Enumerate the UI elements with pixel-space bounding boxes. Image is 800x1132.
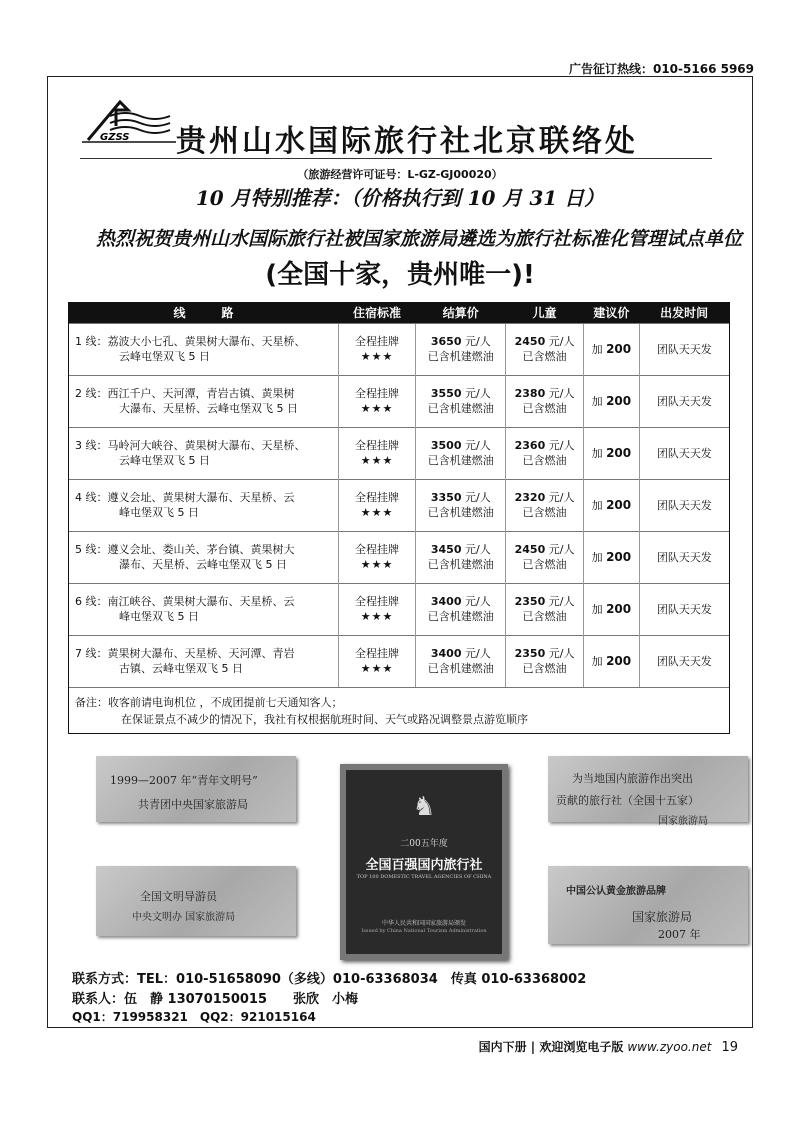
note-line-2: 在保证景点不减少的情况下，我社有权根据航班时间、天气或路况调整景点游览顺序 xyxy=(121,713,528,726)
ad-hotline: 广告征订热线：010-5166 5969 xyxy=(568,62,754,76)
lodging-cell xyxy=(338,479,416,531)
logo-text: GZSS xyxy=(100,132,130,143)
price-cell xyxy=(416,375,506,427)
lodging-cell xyxy=(338,635,416,687)
price-note: 已含机建燃油 xyxy=(427,610,494,623)
plaque-subtitle: TOP 100 DOMESTIC TRAVEL AGENCIES OF CHINA xyxy=(356,874,492,880)
price-cell xyxy=(416,479,506,531)
contact-people: 联系人：伍 静 13070150015 张欣 小梅 xyxy=(72,992,359,1007)
suggested-cell xyxy=(583,583,639,635)
child-note: 已含燃油 xyxy=(522,558,567,571)
price-cell xyxy=(416,531,506,583)
add-amount: 200 xyxy=(606,653,632,668)
add-amount: 200 xyxy=(606,341,632,356)
header-price: 结算价 xyxy=(416,303,506,323)
lodging-text: 全程挂牌 xyxy=(355,439,400,452)
departure-cell: 团队天天发 xyxy=(639,635,729,687)
price-note: 已含机建燃油 xyxy=(427,506,494,519)
award-plaque-contribution xyxy=(548,756,748,827)
table-note xyxy=(69,687,729,733)
route-line-2: 瀑布、天星桥、云峰屯堡双飞 5 日 xyxy=(119,558,287,571)
price-note: 已含机建燃油 xyxy=(427,402,494,415)
agency-title: 贵州山水国际旅行社北京联络处 xyxy=(176,124,638,159)
add-amount: 200 xyxy=(606,393,632,408)
congrats-line: 热烈祝贺贵州山水国际旅行社被国家旅游局遴选为旅行社标准化管理试点单位 xyxy=(96,228,743,250)
departure-cell: 团队天天发 xyxy=(639,531,729,583)
header-route: 线 路 xyxy=(69,303,338,323)
price-note: 已含机建燃油 xyxy=(427,662,494,676)
plaque-text: 中国公认黄金旅游品牌 xyxy=(566,886,666,897)
route-line-2: 云峰屯堡双飞 5 日 xyxy=(119,350,210,363)
child-cell xyxy=(506,427,584,479)
route-line-2: 大瀑布、天星桥、云峰屯堡双飞 5 日 xyxy=(119,402,298,415)
plaque-issuer: 中华人民共和国国家旅游局颁发 xyxy=(381,920,466,927)
price-cell xyxy=(416,583,506,635)
add-label: 加 xyxy=(591,654,603,668)
plaque-issuer: 中央文明办 国家旅游局 xyxy=(132,912,236,923)
route-line-1: 7 线：黄果树大瀑布、天星桥、天河潭、青岩 xyxy=(75,647,295,661)
price-unit: 元/人 xyxy=(464,647,491,661)
lodging-text: 全程挂牌 xyxy=(355,335,400,348)
departure-cell: 团队天天发 xyxy=(639,427,729,479)
child-price: 2320 xyxy=(514,491,546,504)
star-rating: ★★★ xyxy=(360,402,394,415)
child-unit: 元/人 xyxy=(548,439,575,452)
header-child: 儿童 xyxy=(506,303,584,323)
route-cell xyxy=(69,635,338,687)
child-unit: 元/人 xyxy=(548,335,575,348)
plaque-issuer: 国家旅游局 xyxy=(658,816,708,827)
plaque-text: 1999—2007 年“青年文明号” xyxy=(110,774,258,787)
award-plaque-youth xyxy=(96,756,296,822)
price-value: 3500 xyxy=(430,439,462,452)
plaque-title: 全国百强国内旅行社 xyxy=(365,858,483,873)
child-note: 已含燃油 xyxy=(522,662,567,676)
child-unit: 元/人 xyxy=(548,491,575,504)
child-cell xyxy=(506,479,584,531)
plaque-text: 全国文明导游员 xyxy=(140,890,217,903)
add-label: 加 xyxy=(591,394,603,408)
price-value: 3400 xyxy=(430,595,462,608)
note-line-1: 备注：收客前请电询机位 ，不成团提前七天通知客人； xyxy=(75,696,343,709)
child-cell xyxy=(506,323,584,375)
star-rating: ★★★ xyxy=(360,662,394,676)
child-price: 2450 xyxy=(514,335,546,348)
child-unit: 元/人 xyxy=(548,595,575,608)
route-line-2: 古镇、云峰屯堡双飞 5 日 xyxy=(119,662,243,676)
suggested-cell xyxy=(583,427,639,479)
slogan: (全国十家，贵州唯一)! xyxy=(265,260,535,290)
table-row xyxy=(69,531,729,583)
add-label: 加 xyxy=(591,550,603,564)
plaque-text: 贡献的旅行社（全国十五家） xyxy=(556,794,699,807)
footer-url[interactable]: www.zyoo.net xyxy=(627,1040,712,1054)
horse-emblem-icon: ♞ xyxy=(412,792,436,822)
child-note: 已含燃油 xyxy=(522,454,567,467)
plaque-issuer-en: Issued by China National Tourism Administration xyxy=(361,928,487,934)
price-unit: 元/人 xyxy=(464,387,491,400)
contact-phones: 联系方式：TEL：010-51658090（多线）010-63368034 传真 010-63368002 xyxy=(72,972,587,987)
license-number: （旅游经营许可证号：L-GZ-GJ00020） xyxy=(297,168,503,181)
route-line-1: 5 线：遵义会址、娄山关、茅台镇、黄果树大 xyxy=(75,543,295,556)
add-label: 加 xyxy=(591,446,603,460)
lodging-cell xyxy=(338,583,416,635)
child-unit: 元/人 xyxy=(548,647,575,661)
title-divider xyxy=(80,158,712,159)
route-cell xyxy=(69,531,338,583)
table-row xyxy=(69,635,729,687)
route-line-2: 云峰屯堡双飞 5 日 xyxy=(119,454,210,467)
child-note: 已含燃油 xyxy=(522,402,567,415)
lodging-cell xyxy=(338,323,416,375)
departure-cell: 团队天天发 xyxy=(639,375,729,427)
price-value: 3350 xyxy=(430,491,462,504)
price-value: 3550 xyxy=(430,387,462,400)
price-unit: 元/人 xyxy=(464,335,491,348)
plaque-issuer: 共青团中央国家旅游局 xyxy=(138,798,248,811)
child-cell xyxy=(506,635,584,687)
suggested-cell xyxy=(583,635,639,687)
route-cell xyxy=(69,375,338,427)
price-cell xyxy=(416,635,506,687)
price-cell xyxy=(416,323,506,375)
price-note: 已含机建燃油 xyxy=(427,454,494,467)
child-unit: 元/人 xyxy=(548,543,575,556)
promo-line: 10 月特别推荐：（价格执行到 10 月 31 日） xyxy=(195,186,605,210)
suggested-cell xyxy=(583,531,639,583)
suggested-cell xyxy=(583,375,639,427)
award-plaque-brand xyxy=(548,866,748,944)
price-value: 3400 xyxy=(430,647,462,661)
table-row xyxy=(69,427,729,479)
child-note: 已含燃油 xyxy=(522,506,567,519)
add-amount: 200 xyxy=(606,549,632,564)
route-line-2: 峰屯堡双飞 5 日 xyxy=(119,610,199,623)
table-row xyxy=(69,479,729,531)
child-unit: 元/人 xyxy=(548,387,575,400)
table-row xyxy=(69,323,729,375)
route-cell xyxy=(69,427,338,479)
route-cell xyxy=(69,323,338,375)
child-note: 已含燃油 xyxy=(522,350,567,363)
lodging-cell xyxy=(338,427,416,479)
lodging-text: 全程挂牌 xyxy=(355,491,400,504)
add-amount: 200 xyxy=(606,445,632,460)
price-note: 已含机建燃油 xyxy=(427,558,494,571)
price-unit: 元/人 xyxy=(464,439,491,452)
star-rating: ★★★ xyxy=(360,610,394,623)
add-label: 加 xyxy=(591,602,603,616)
price-cell xyxy=(416,427,506,479)
route-line-1: 2 线：西江千户、天河潭，青岩古镇、黄果树 xyxy=(75,387,295,400)
route-cell xyxy=(69,479,338,531)
lodging-cell xyxy=(338,531,416,583)
star-rating: ★★★ xyxy=(360,350,394,363)
departure-cell: 团队天天发 xyxy=(639,323,729,375)
plaque-text: 为当地国内旅游作出突出 xyxy=(572,772,693,785)
page-footer xyxy=(479,1038,738,1055)
award-plaque-top100 xyxy=(340,764,508,960)
header-lodging: 住宿标准 xyxy=(338,303,416,323)
add-amount: 200 xyxy=(606,601,632,616)
table-header-row xyxy=(69,303,729,323)
star-rating: ★★★ xyxy=(360,558,394,571)
price-value: 3450 xyxy=(430,543,462,556)
plaque-year: 二00五年度 xyxy=(400,839,448,849)
child-price: 2450 xyxy=(514,543,546,556)
plaque-year: 2007 年 xyxy=(658,928,701,941)
child-cell xyxy=(506,531,584,583)
route-table xyxy=(68,302,730,734)
route-line-1: 3 线：马岭河大峡谷、黄果树大瀑布、天星桥、 xyxy=(75,439,306,452)
route-line-2: 峰屯堡双飞 5 日 xyxy=(119,506,199,519)
header-suggested: 建议价 xyxy=(583,303,639,323)
suggested-cell xyxy=(583,479,639,531)
header-departure: 出发时间 xyxy=(639,303,729,323)
lodging-text: 全程挂牌 xyxy=(355,387,400,400)
lodging-text: 全程挂牌 xyxy=(355,595,400,608)
price-unit: 元/人 xyxy=(464,543,491,556)
lodging-cell xyxy=(338,375,416,427)
add-label: 加 xyxy=(591,342,603,356)
departure-cell: 团队天天发 xyxy=(639,479,729,531)
lodging-text: 全程挂牌 xyxy=(355,543,400,556)
child-cell xyxy=(506,583,584,635)
child-price: 2360 xyxy=(514,439,546,452)
price-unit: 元/人 xyxy=(464,595,491,608)
award-plaque-guide xyxy=(96,866,296,936)
child-price: 2350 xyxy=(514,595,546,608)
price-value: 3650 xyxy=(430,335,462,348)
add-label: 加 xyxy=(591,498,603,512)
route-line-1: 6 线：南江峡谷、黄果树大瀑布、天星桥、云 xyxy=(75,595,295,608)
table-row xyxy=(69,375,729,427)
child-cell xyxy=(506,375,584,427)
child-price: 2350 xyxy=(514,647,546,661)
child-note: 已含燃油 xyxy=(522,610,567,623)
route-line-1: 4 线：遵义会址、黄果树大瀑布、天星桥、云 xyxy=(75,491,295,504)
departure-cell: 团队天天发 xyxy=(639,583,729,635)
price-note: 已含机建燃油 xyxy=(427,350,494,363)
child-price: 2380 xyxy=(514,387,546,400)
star-rating: ★★★ xyxy=(360,454,394,467)
gzss-logo xyxy=(80,96,180,148)
price-unit: 元/人 xyxy=(464,491,491,504)
add-amount: 200 xyxy=(606,497,632,512)
route-line-1: 1 线：荔波大小七孔、黄果树大瀑布、天星桥、 xyxy=(75,335,306,348)
star-rating: ★★★ xyxy=(360,506,394,519)
plaque-issuer: 国家旅游局 xyxy=(632,910,693,924)
page-number: 19 xyxy=(721,1040,738,1055)
contact-qq: QQ1：719958321 QQ2：921015164 xyxy=(72,1010,316,1024)
route-cell xyxy=(69,583,338,635)
footer-section: 国内下册 | 欢迎浏览电子版 xyxy=(478,1040,624,1054)
suggested-cell xyxy=(583,323,639,375)
table-row xyxy=(69,583,729,635)
lodging-text: 全程挂牌 xyxy=(355,647,400,661)
